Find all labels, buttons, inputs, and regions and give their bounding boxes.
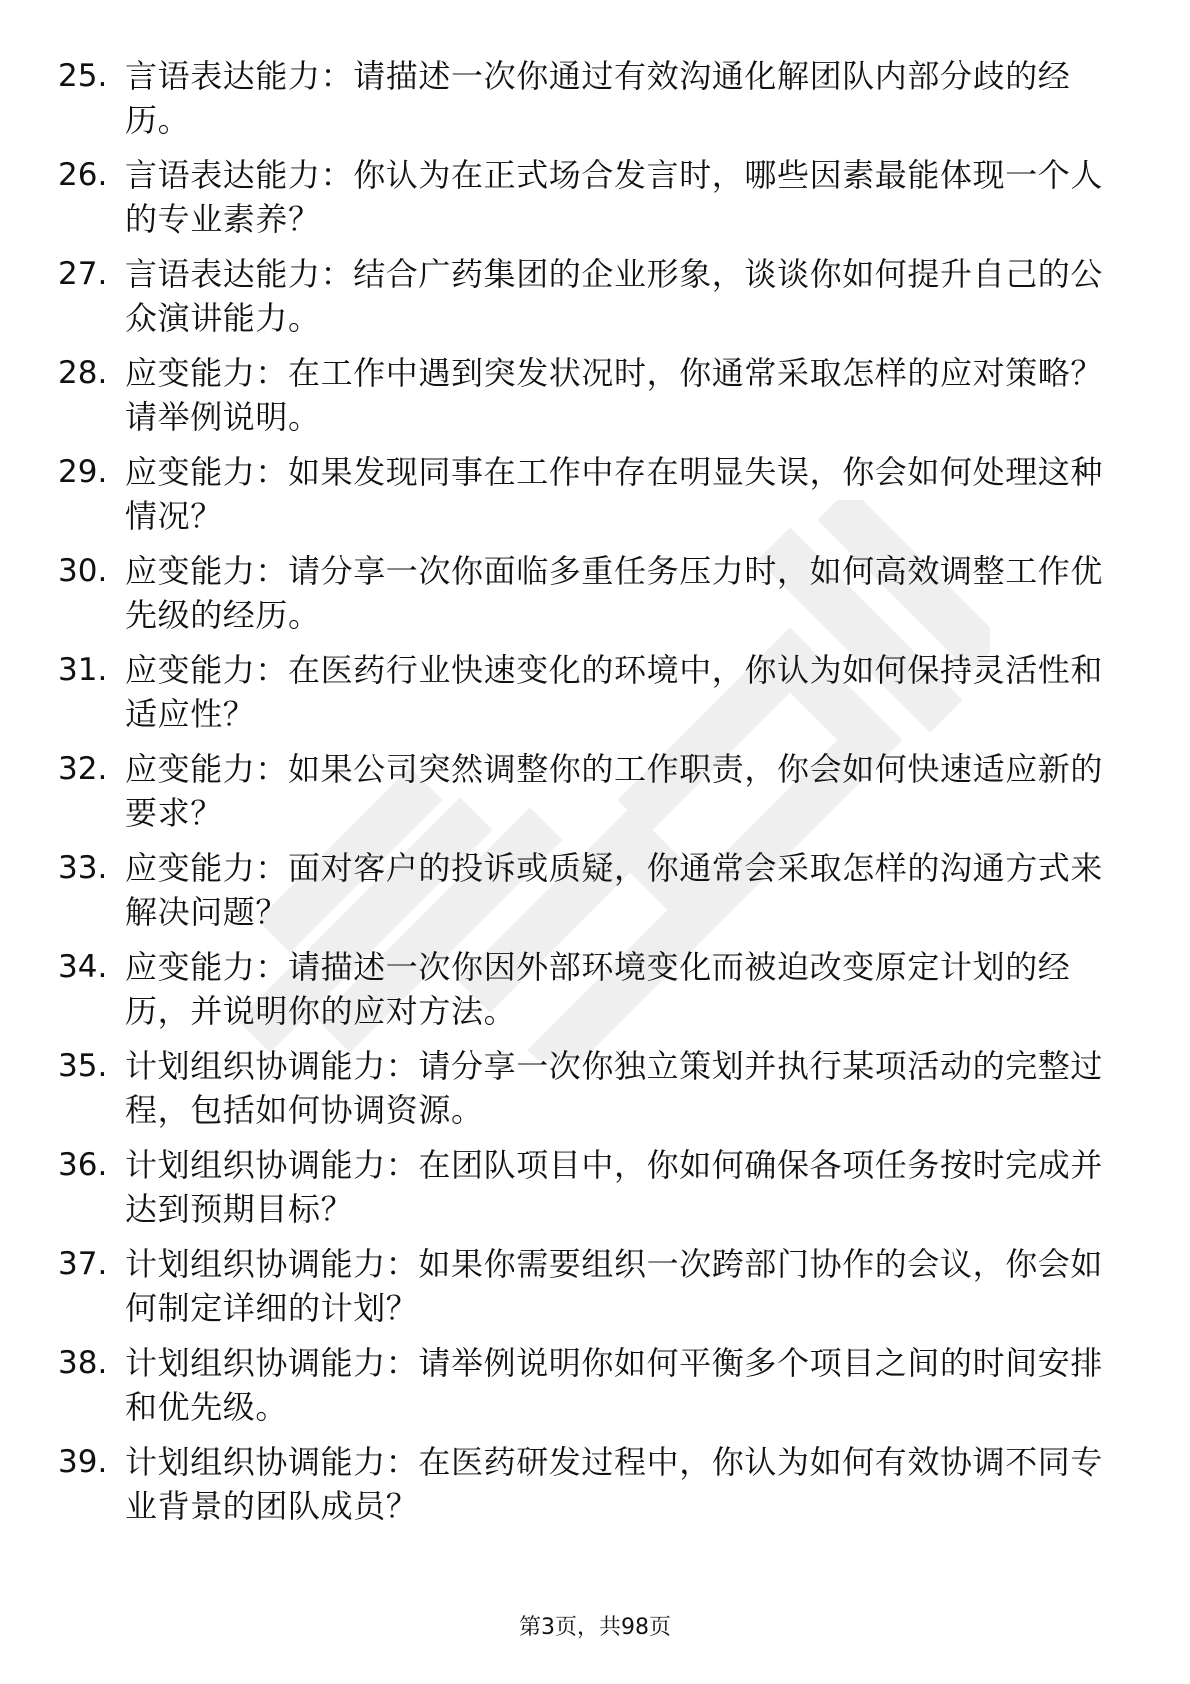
question-item [0, 446, 1190, 545]
question-text: 应变能力：请分享一次你面临多重任务压力时，如何高效调整工作优先级的经历。 [125, 552, 1104, 634]
question-list [0, 50, 1190, 1535]
question-text: 计划组织协调能力：在团队项目中，你如何确保各项任务按时完成并达到预期目标？ [125, 1146, 1104, 1228]
question-item [0, 1139, 1190, 1238]
question-number: 35. [58, 1048, 108, 1084]
question-text: 言语表达能力：请描述一次你通过有效沟通化解团队内部分歧的经历。 [125, 57, 1071, 139]
question-text: 计划组织协调能力：请分享一次你独立策划并执行某项活动的完整过程，包括如何协调资源。 [125, 1047, 1104, 1129]
question-number: 31. [58, 652, 108, 688]
question-text: 计划组织协调能力：在医药研发过程中，你认为如何有效协调不同专业背景的团队成员？ [125, 1443, 1104, 1525]
question-text: 言语表达能力：结合广药集团的企业形象，谈谈你如何提升自己的公众演讲能力。 [125, 255, 1104, 337]
question-number: 30. [58, 553, 108, 589]
question-number: 37. [58, 1246, 108, 1282]
question-item [0, 1238, 1190, 1337]
question-text: 应变能力：在工作中遇到突发状况时，你通常采取怎样的应对策略？请举例说明。 [125, 354, 1104, 436]
question-text: 应变能力：请描述一次你因外部环境变化而被迫改变原定计划的经历，并说明你的应对方法。 [125, 948, 1071, 1030]
question-number: 33. [58, 850, 108, 886]
question-text: 应变能力：如果发现同事在工作中存在明显失误，你会如何处理这种情况？ [125, 453, 1104, 535]
question-number: 27. [58, 256, 108, 292]
question-item [0, 1040, 1190, 1139]
question-item [0, 1337, 1190, 1436]
question-item [0, 1436, 1190, 1535]
question-number: 39. [58, 1444, 108, 1480]
question-item [0, 842, 1190, 941]
question-number: 28. [58, 355, 108, 391]
question-item [0, 941, 1190, 1040]
question-number: 25. [58, 58, 108, 94]
question-text: 应变能力：在医药行业快速变化的环境中，你认为如何保持灵活性和适应性？ [125, 651, 1104, 733]
question-text: 言语表达能力：你认为在正式场合发言时，哪些因素最能体现一个人的专业素养？ [125, 156, 1104, 238]
question-item [0, 743, 1190, 842]
question-item [0, 50, 1190, 149]
question-item [0, 248, 1190, 347]
page-footer [0, 1612, 1190, 1644]
question-text: 应变能力：面对客户的投诉或质疑，你通常会采取怎样的沟通方式来解决问题？ [125, 849, 1104, 931]
question-number: 32. [58, 751, 108, 787]
question-text: 计划组织协调能力：请举例说明你如何平衡多个项目之间的时间安排和优先级。 [125, 1344, 1104, 1426]
question-item [0, 347, 1190, 446]
question-number: 29. [58, 454, 108, 490]
question-number: 34. [58, 949, 108, 985]
page-number: 第3页，共98页 [519, 1615, 671, 1640]
question-number: 38. [58, 1345, 108, 1381]
question-item [0, 644, 1190, 743]
question-number: 26. [58, 157, 108, 193]
question-item [0, 545, 1190, 644]
question-number: 36. [58, 1147, 108, 1183]
question-item [0, 149, 1190, 248]
question-text: 应变能力：如果公司突然调整你的工作职责，你会如何快速适应新的要求？ [125, 750, 1104, 832]
question-text: 计划组织协调能力：如果你需要组织一次跨部门协作的会议，你会如何制定详细的计划？ [125, 1245, 1104, 1327]
